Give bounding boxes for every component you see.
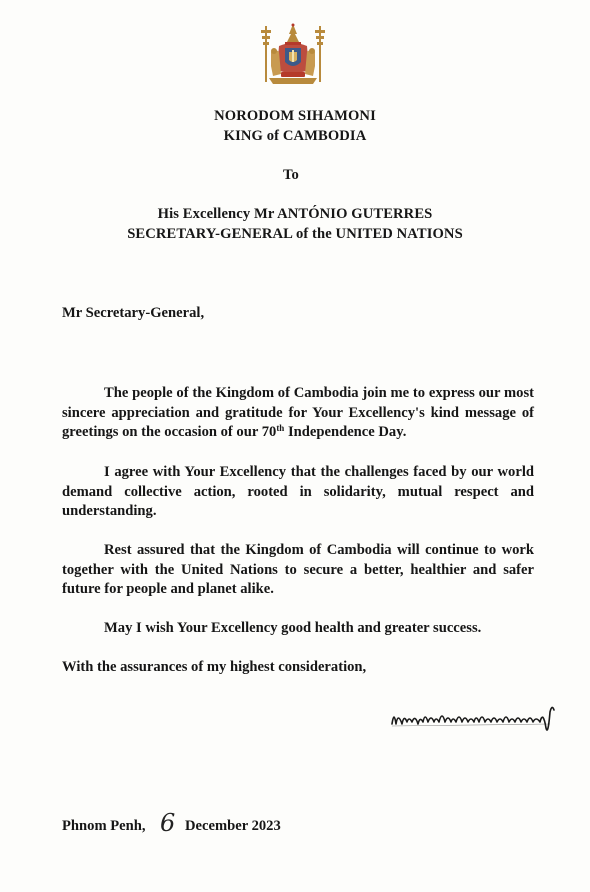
recipient-name: His Excellency Mr ANTÓNIO GUTERRES <box>157 206 433 222</box>
salutation: Mr Secretary-General, <box>62 305 205 321</box>
sender-title: KING of CAMBODIA <box>223 128 367 144</box>
paragraph-2: I agree with Your Excellency that the challenges faced by our world demand collective action, rooted in solidarity, mutual respect and understanding. <box>62 464 534 519</box>
dateline-place: Phnom Penh, <box>62 818 146 834</box>
ordinal-suffix: th <box>276 423 285 433</box>
paragraph-1 <box>62 384 534 443</box>
to-label: To <box>283 167 299 183</box>
sender-name: NORODOM SIHAMONI <box>214 108 376 124</box>
handwritten-signature <box>390 700 556 740</box>
closing-line: With the assurances of my highest consideration, <box>62 659 367 675</box>
paragraph-4: May I wish Your Excellency good health and greater success. <box>104 620 482 636</box>
paragraph-1-end: Independence Day. <box>284 424 407 440</box>
royal-coat-of-arms-icon <box>259 22 327 88</box>
recipient-title: SECRETARY-GENERAL of the UNITED NATIONS <box>127 226 463 242</box>
dateline-day: 6 <box>160 809 176 837</box>
paragraph-1-text: The people of the Kingdom of Cambodia join me to express our most sincere appreciation and gratitude for Your Excellency's kind message of greetings on the occasion of our 70 <box>62 385 534 440</box>
dateline-month-year: December 2023 <box>185 818 281 834</box>
paragraph-3: Rest assured that the Kingdom of Cambodia will continue to work together with the United Nations to secure a better, healthier and safer future for people and planet alike. <box>62 542 534 597</box>
